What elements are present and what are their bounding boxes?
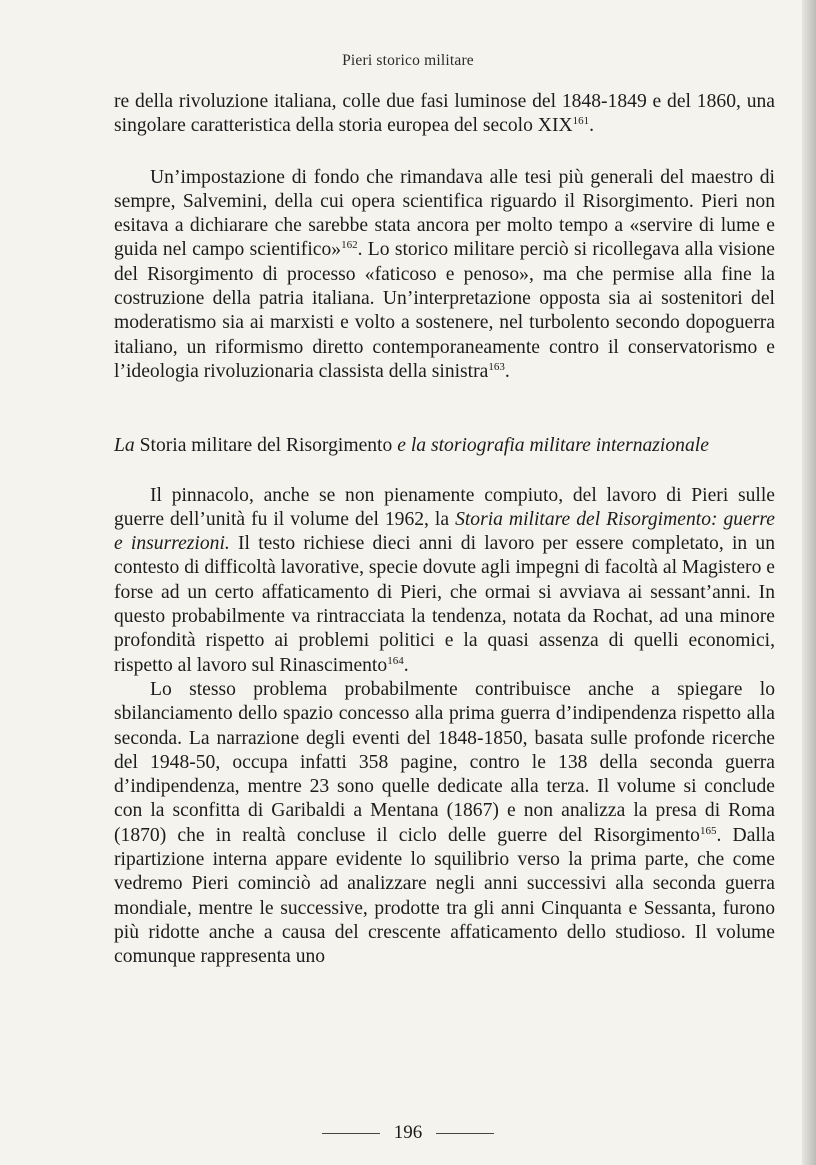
footnote-ref: 164	[387, 654, 404, 667]
paragraph-3	[114, 484, 775, 678]
footnote-ref: 163	[488, 360, 505, 373]
paragraph-2-text-end: .	[504, 360, 510, 382]
paragraph-3-text: Il pinnacolo, anche se non pienamente compiuto, del lavoro di Pieri sulle guerre dell’unità fu il volume del 1962, la	[114, 484, 775, 530]
section-heading-part: Storia militare del Risorgimento	[139, 435, 393, 457]
section-heading	[114, 434, 775, 458]
paragraph-1	[114, 90, 775, 139]
footer-rule-right	[436, 1133, 494, 1134]
paragraph-2-text: Un’impostazione di fondo che rimandava alle tesi più generali del maestro di sempre, Salvemini, della cui opera scientifica riguardo il Risorgimento. Pieri non esitava a dichiarare che sarebbe stata ancora per molto tempo a «servire di lume e guida nel campo scientifico»	[114, 166, 775, 261]
paragraph-2-text-cont: . Lo storico militare perciò si ricollegava alla visione del Risorgimento di processo «faticoso e penoso», ma che permise alla fine la costruzione della patria italiana. Un’interpretazione opposta sia ai sostenitori del moderatismo sia ai marxisti e volto a sostenere, nel turbolento secondo dopoguerra italiano, un riformismo diretto contemporaneamente contro il conservatorismo e l’ideologia rivoluzionaria classista della sinistra	[114, 239, 775, 382]
paragraph-2	[114, 166, 775, 385]
page-footer	[0, 1121, 816, 1145]
section-heading-part: La	[114, 435, 135, 457]
paragraph-4-text-end: . Dalla ripartizione interna appare evidente lo squilibrio verso la prima parte, che come vedremo Pieri cominciò ad analizzare negli anni successivi alla seconda guerra mondiale, mentre le successive, prodotte tra gli anni Cinquanta e Sessanta, furono più ridotte anche a causa del crescente affaticamento dello studioso. Il volume comunque rappresenta uno	[114, 824, 775, 968]
paragraph-3-text-cont: Il testo richiese dieci anni di lavoro per essere completato, in un contesto di difficoltà lavorative, specie dovute agli impegni di facoltà al Magistero e forse ad un certo affaticamento di Pieri, che ormai si avviava ai sessant’anni. In questo probabilmente va rintracciata la tendenza, notata da Rochat, ad una minore profondità rispetto ai problemi politici e la quasi assenza di quelli economici, rispetto al lavoro sul Rinascimento	[114, 533, 775, 676]
paragraph-1-text: re della rivoluzione italiana, colle due fasi luminose del 1848-1849 e del 1860, una singolare caratteristica della storia europea del secolo XIX	[114, 91, 775, 137]
footnote-ref: 162	[341, 239, 358, 252]
footer-rule-left	[322, 1133, 380, 1134]
running-head: Pieri storico militare	[342, 52, 474, 69]
text-body	[114, 90, 775, 970]
paragraph-4-text: Lo stesso problema probabilmente contribuisce anche a spiegare lo sbilanciamento dello spazio concesso alla prima guerra d’indipendenza rispetto alla seconda. La narrazione degli eventi del 1848-1850, basata sulle profonde ricerche del 1948-50, occupa infatti 358 pagine, contro le 138 della seconda guerra d’indipendenza, mentre 23 sono quelle dedicate alla terza. Il volume si conclude con la sconfitta di Garibaldi a Mentana (1867) e non analizza la presa di Roma (1870) che in realtà concluse il ciclo delle guerre del Risorgimento	[114, 678, 775, 846]
footnote-ref: 161	[572, 115, 590, 128]
page-number: 196	[393, 1122, 423, 1143]
footnote-ref: 165	[699, 824, 717, 837]
paragraph-3-text-end: .	[403, 654, 409, 676]
section-heading-part: e la storiografia militare internazionale	[397, 435, 709, 457]
paragraph-1-text-end: .	[589, 115, 595, 137]
book-title: Storia militare del Risorgimento: guerre e insurrezioni.	[114, 508, 775, 555]
page-edge-shadow	[802, 0, 816, 1165]
paragraph-4	[114, 678, 775, 970]
